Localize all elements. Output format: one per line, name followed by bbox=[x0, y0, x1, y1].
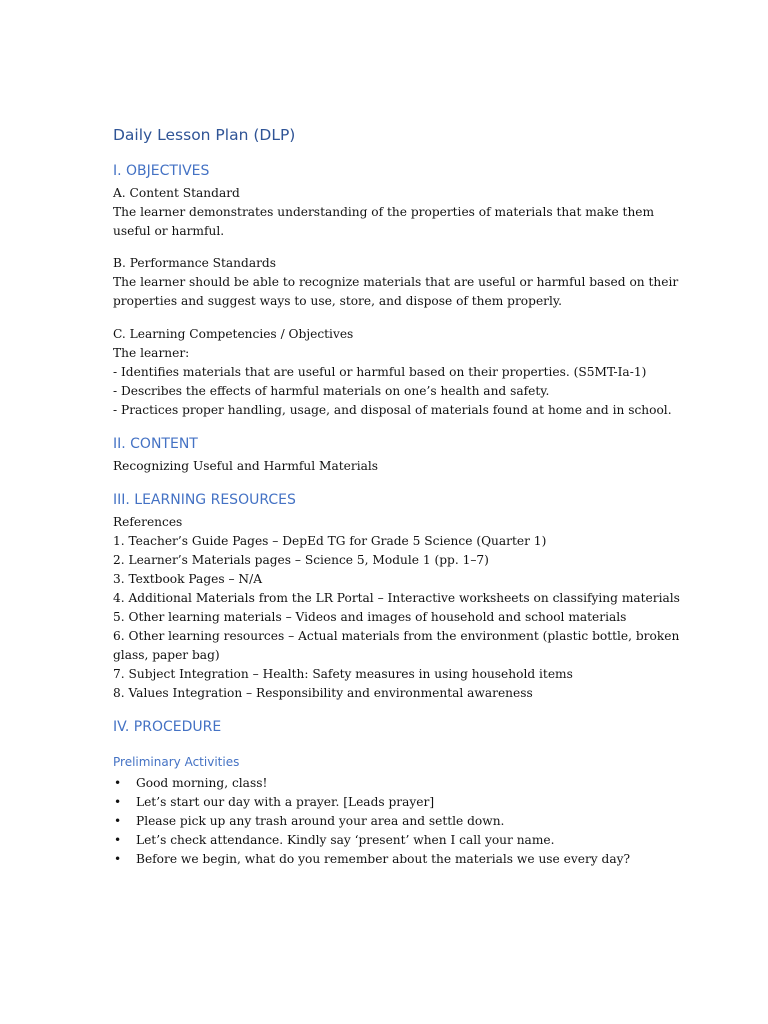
resource-line: 1. Teacher’s Guide Pages – DepEd TG for Grade 5 Science (Quarter 1) bbox=[113, 534, 547, 548]
resource-line: 3. Textbook Pages – N/A bbox=[113, 572, 263, 586]
bullet-text: Please pick up any trash around your area and settle down. bbox=[136, 814, 505, 828]
bullet-icon: • bbox=[114, 776, 122, 790]
bullet-icon: • bbox=[114, 814, 122, 828]
resources-heading: III. LEARNING RESOURCES bbox=[113, 492, 296, 508]
resource-line: 5. Other learning materials – Videos and images of household and school materials bbox=[113, 610, 627, 624]
document-title: Daily Lesson Plan (DLP) bbox=[113, 126, 296, 144]
content-text: Recognizing Useful and Harmful Materials bbox=[113, 459, 379, 473]
bullet-text: Let’s check attendance. Kindly say ‘present’ when I call your name. bbox=[136, 833, 555, 847]
competencies-label: C. Learning Competencies / Objectives bbox=[113, 327, 354, 341]
content-heading: II. CONTENT bbox=[113, 436, 198, 452]
objectives-heading: I. OBJECTIVES bbox=[113, 163, 210, 179]
performance-standards-label: B. Performance Standards bbox=[113, 256, 276, 270]
performance-standards-text-1: The learner should be able to recognize materials that are useful or harmful based on their bbox=[113, 275, 679, 289]
competency-item: - Describes the effects of harmful materials on one’s health and safety. bbox=[113, 384, 550, 398]
bullet-icon: • bbox=[114, 852, 122, 866]
resource-line: glass, paper bag) bbox=[113, 648, 220, 662]
resource-line: 4. Additional Materials from the LR Portal – Interactive worksheets on classifying materials bbox=[113, 591, 680, 605]
bullet-text: Let’s start our day with a prayer. [Leads prayer] bbox=[136, 795, 435, 809]
performance-standards-text-2: properties and suggest ways to use, store, and dispose of them properly. bbox=[113, 294, 563, 308]
resources-intro: References bbox=[113, 515, 183, 529]
bullet-text: Good morning, class! bbox=[136, 776, 268, 790]
resource-line: 7. Subject Integration – Health: Safety measures in using household items bbox=[113, 667, 573, 681]
procedure-heading: IV. PROCEDURE bbox=[113, 719, 222, 735]
content-standard-text-2: useful or harmful. bbox=[113, 224, 225, 238]
resource-line: 6. Other learning resources – Actual materials from the environment (plastic bottle, broken bbox=[113, 629, 680, 643]
bullet-icon: • bbox=[114, 833, 122, 847]
competencies-intro: The learner: bbox=[113, 346, 190, 360]
bullet-text: Before we begin, what do you remember about the materials we use every day? bbox=[136, 852, 631, 866]
resource-line: 8. Values Integration – Responsibility and environmental awareness bbox=[113, 686, 533, 700]
content-standard-label: A. Content Standard bbox=[113, 186, 240, 200]
bullet-icon: • bbox=[114, 795, 122, 809]
competency-item: - Practices proper handling, usage, and disposal of materials found at home and in school. bbox=[113, 403, 672, 417]
preliminary-activities-heading: Preliminary Activities bbox=[113, 755, 240, 769]
resource-line: 2. Learner’s Materials pages – Science 5, Module 1 (pp. 1–7) bbox=[113, 553, 489, 567]
content-standard-text-1: The learner demonstrates understanding of the properties of materials that make them bbox=[113, 205, 655, 219]
competency-item: - Identifies materials that are useful or harmful based on their properties. (S5MT-Ia-1) bbox=[113, 365, 647, 379]
